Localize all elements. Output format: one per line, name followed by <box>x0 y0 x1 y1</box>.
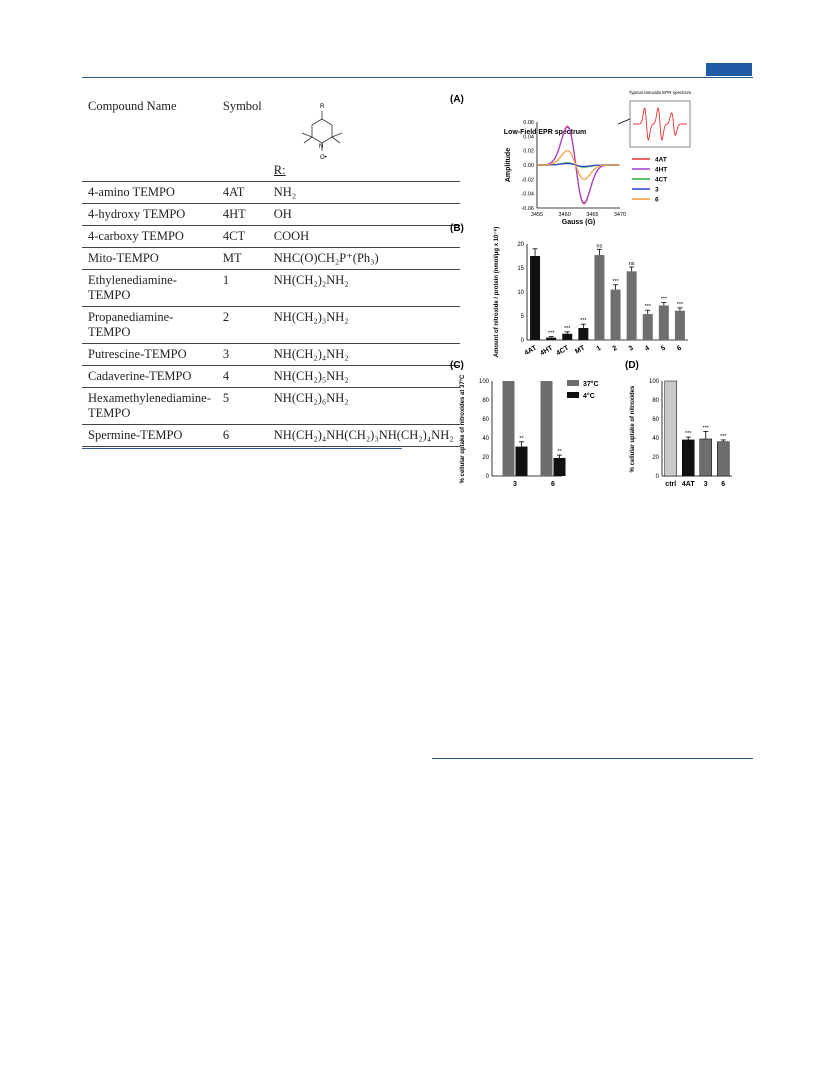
compound-name-cell: Spermine-TEMPO <box>82 425 217 447</box>
figure-bottom-rule <box>432 758 753 759</box>
chart-a-ytick: -0.02 <box>521 177 534 184</box>
chart-c-ytick: 40 <box>482 436 489 442</box>
chart-b-category: MT <box>574 344 587 356</box>
chart-b-annotation: *** <box>644 304 651 311</box>
chart-b-bar <box>627 271 637 340</box>
chart-b-annotation: *** <box>564 325 571 332</box>
svg-text:N: N <box>318 144 324 150</box>
table-row <box>82 366 460 388</box>
chart-d-ytick: 80 <box>652 398 659 404</box>
compound-name-cell: 4-hydroxy TEMPO <box>82 204 217 226</box>
chart-b-bar <box>611 290 621 340</box>
chart-c-ytick: 80 <box>482 398 489 404</box>
r-group-cell: NH(CH₂)₆NH₂ <box>268 388 460 425</box>
chart-b-bar <box>675 311 685 340</box>
chart-d-category: ctrl <box>665 481 677 488</box>
chart-b-annotation: *** <box>660 296 668 303</box>
chart-b-bar <box>546 338 556 340</box>
header-structure <box>268 96 460 182</box>
table-row <box>82 182 460 204</box>
symbol-cell: 4HT <box>217 204 268 226</box>
table-body <box>82 182 460 447</box>
table-row <box>82 270 460 307</box>
r-group-cell: NH(CH₂)₄NH(CH₂)₃NH(CH₂)₄NH₂ <box>268 425 460 447</box>
panel-label-b: (B) <box>450 223 464 234</box>
chart-b-ylabel: Amount of nitroxide / protein (nmol/μg x 10⁻⁶) <box>494 226 500 358</box>
chart-b-category: 4 <box>643 344 651 353</box>
top-rule <box>82 77 753 78</box>
table-row <box>82 307 460 344</box>
chart-a-ytick: 0.06 <box>523 120 534 126</box>
chart-c-legend-label-4c: 4°C <box>583 393 595 400</box>
chart-d-bar <box>682 440 694 476</box>
chart-b-ytick: 10 <box>517 290 524 296</box>
panel-label-c: (C) <box>450 360 464 371</box>
chart-d-bar <box>717 442 729 476</box>
chart-a-xlabel: Gauss (G) <box>561 219 596 226</box>
chart-c-bar-4c <box>554 458 566 476</box>
compound-name-cell: Cadaverine-TEMPO <box>82 366 217 388</box>
table-row <box>82 248 460 270</box>
symbol-cell: 4AT <box>217 182 268 204</box>
chart-d-bar <box>700 439 712 476</box>
chart-c-legend-swatch-37c <box>567 380 579 386</box>
chart-b-category: 3 <box>627 344 635 353</box>
chart-b-annotation: *** <box>580 318 587 325</box>
chart-d-ytick: 100 <box>648 379 659 385</box>
chart-b-category: 1 <box>595 344 603 353</box>
r-group-cell: NH(CH₂)₃NH₂ <box>268 307 460 344</box>
table-row <box>82 388 460 425</box>
r-group-cell: NH(CH₂)₅NH₂ <box>268 366 460 388</box>
chart-b-bar <box>530 256 540 340</box>
chart-b-annotation: *** <box>547 330 555 337</box>
symbol-cell: MT <box>217 248 268 270</box>
chart-a-legend-label: 6 <box>655 196 659 204</box>
chart-c-ytick: 100 <box>478 379 489 385</box>
chart-b-category: 5 <box>659 344 667 353</box>
chart-b-ytick: 0 <box>520 338 524 344</box>
chart-a-inset-arrow <box>618 119 630 124</box>
chart-d-ylabel: % cellular uptake of nitroxides <box>630 385 636 473</box>
chart-c-bar-37c <box>541 381 553 476</box>
table-row <box>82 425 460 447</box>
chart-b-annotation: *** <box>676 301 684 308</box>
table-row <box>82 344 460 366</box>
symbol-cell: 5 <box>217 388 268 425</box>
chart-d-category: 4AT <box>681 481 695 488</box>
chart-a-ylabel: Amplitude <box>505 147 512 183</box>
chart-d-ytick: 20 <box>652 455 659 461</box>
chart-b-annotation: *** <box>612 278 619 285</box>
chart-d-bar <box>665 381 677 476</box>
compound-name-cell: 4-carboxy TEMPO <box>82 226 217 248</box>
structure-o: O• <box>319 155 327 161</box>
table-row <box>82 204 460 226</box>
chart-c-annotation: ** <box>519 435 524 442</box>
compound-name-cell: Putrescine-TEMPO <box>82 344 217 366</box>
chart-a-ytick: -0.04 <box>521 191 534 198</box>
chart-a-legend-label: 4AT <box>655 156 667 164</box>
chart-b-category: 2 <box>611 344 619 353</box>
chart-c-legend-label-37c: 37°C <box>583 381 599 388</box>
chart-b-bar <box>643 314 653 340</box>
accent-block <box>706 63 752 76</box>
r-group-cell: COOH <box>268 226 460 248</box>
header-r-label: R: <box>273 163 286 177</box>
figure-panels <box>440 84 760 504</box>
table-bottom-rule <box>82 448 402 449</box>
structure-r: R <box>319 104 325 110</box>
r-group-cell: OH <box>268 204 460 226</box>
chart-a-ytick: -0.06 <box>521 206 534 212</box>
chart-a-legend-label: 4HT <box>655 166 668 174</box>
header-symbol: Symbol <box>222 99 262 113</box>
symbol-cell: 2 <box>217 307 268 344</box>
chart-c-bar-4c <box>516 447 528 476</box>
compound-name-cell: Mito-TEMPO <box>82 248 217 270</box>
chart-b-bar <box>578 328 588 340</box>
symbol-cell: 6 <box>217 425 268 447</box>
chart-c-bar-37c <box>503 381 515 476</box>
compound-name-cell: 4-amino TEMPO <box>82 182 217 204</box>
chart-c-category: 3 <box>513 481 517 488</box>
chart-c-annotation: ** <box>557 449 562 456</box>
chart-b-annotation: ns <box>596 243 603 250</box>
r-group-cell: NH(CH₂)₂NH₂ <box>268 270 460 307</box>
chart-c-ytick: 20 <box>482 455 489 461</box>
chart-b-annotation: ns <box>628 261 635 268</box>
chart-b-ytick: 5 <box>520 314 524 320</box>
r-group-cell: NH(CH₂)₄NH₂ <box>268 344 460 366</box>
chart-b-category: 4HT <box>539 344 555 358</box>
panel-label-a: (A) <box>450 94 464 105</box>
chart-c-legend-swatch-4c <box>567 392 579 398</box>
chart-a-xtick: 3465 <box>586 212 599 218</box>
chart-d-category: 6 <box>721 481 726 488</box>
chart-a-ytick: 0.04 <box>523 134 534 141</box>
tempo-structure-icon <box>274 99 374 167</box>
chart-b-category: 4CT <box>555 344 571 358</box>
chart-b-category: 4AT <box>523 344 539 358</box>
chart-d-ytick: 0 <box>655 474 659 480</box>
r-group-cell: NH₂ <box>268 182 460 204</box>
chart-b-bar <box>594 255 604 340</box>
chart-c-category: 6 <box>551 481 555 488</box>
panel-label-d: (D) <box>625 360 639 371</box>
symbol-cell: 3 <box>217 344 268 366</box>
symbol-cell: 4 <box>217 366 268 388</box>
chart-c-ytick: 0 <box>485 474 489 480</box>
header-compound-name: Compound Name <box>88 99 177 113</box>
chart-d-annotation: *** <box>720 433 727 440</box>
chart-c-ytick: 60 <box>482 417 489 423</box>
chart-a-xtick: 3455 <box>530 212 544 218</box>
chart-d-annotation: *** <box>685 431 692 438</box>
chart-a-xtick: 3470 <box>613 212 627 218</box>
compound-name-cell: Propanediamine-TEMPO <box>82 307 217 344</box>
chart-a-ytick: 0.02 <box>523 148 534 155</box>
chart-b-ytick: 15 <box>517 266 524 272</box>
compound-name-cell: Ethylenediamine-TEMPO <box>82 270 217 307</box>
compound-name-cell: Hexamethylenediamine-TEMPO <box>82 388 217 425</box>
chart-d-category: 3 <box>703 481 708 488</box>
chart-b-bar <box>562 334 572 340</box>
chart-b-ytick: 20 <box>517 242 524 248</box>
chart-a-xtick: 3460 <box>558 212 571 218</box>
table-header-row <box>82 96 460 182</box>
symbol-cell: 4CT <box>217 226 268 248</box>
chart-b-category: 6 <box>676 344 683 353</box>
chart-d-annotation: *** <box>702 425 709 432</box>
chart-a-legend-label: 3 <box>655 186 659 194</box>
table-row <box>82 226 460 248</box>
r-group-cell: NHC(O)CH₂P⁺(Ph₃) <box>268 248 460 270</box>
symbol-cell: 1 <box>217 270 268 307</box>
chart-b-bar <box>659 305 669 340</box>
compound-table <box>82 96 460 447</box>
chart-a-ytick: 0.00 <box>523 163 534 169</box>
chart-c-ylabel: % cellular uptake of nitroxides at 37°C <box>460 374 466 484</box>
chart-d-ytick: 60 <box>652 417 659 423</box>
chart-d-ytick: 40 <box>652 436 659 442</box>
chart-a-inset-title: Typical nitroxide EPR spectrum <box>628 90 692 95</box>
chart-a-title: Low-Field EPR spectrum <box>503 129 587 136</box>
chart-a-legend-label: 4CT <box>655 176 668 184</box>
